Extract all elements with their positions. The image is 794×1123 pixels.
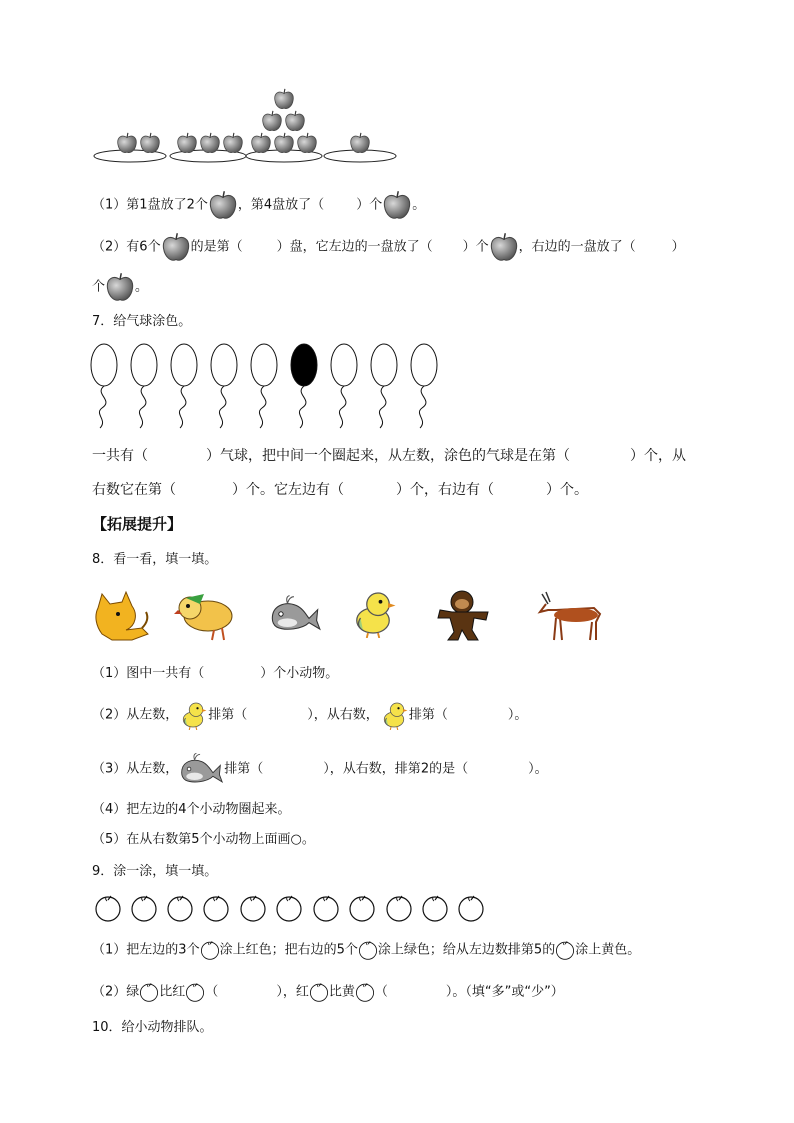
q8-sub4: （4）把左边的4个小动物圈起来。	[92, 802, 291, 817]
peach	[241, 896, 265, 921]
number: 3	[178, 942, 187, 958]
balloon	[331, 344, 357, 428]
peach-icon	[185, 982, 205, 1002]
peach	[96, 896, 120, 921]
apple-plates-figure	[96, 86, 406, 166]
text: ），从右数，排第	[323, 761, 421, 777]
apple	[286, 111, 305, 131]
text: ）。	[528, 761, 548, 777]
peach-icon	[139, 982, 159, 1002]
peach	[204, 896, 228, 921]
peach	[168, 896, 192, 921]
q8-sub3	[92, 752, 548, 786]
peach-icon	[200, 940, 220, 960]
text: （1）第	[92, 197, 140, 213]
text: ）。	[507, 707, 528, 723]
whale-icon	[178, 752, 224, 786]
text: 。	[135, 279, 149, 295]
number: 6	[139, 239, 148, 255]
number: 1	[139, 197, 148, 213]
peach	[423, 896, 447, 921]
text: （2）从左数，	[92, 707, 179, 723]
text: 盘放了（	[272, 197, 325, 213]
text: 。	[412, 197, 426, 213]
section-title: 【拓展提升】	[92, 515, 183, 533]
parrot-figure	[174, 594, 232, 640]
number: 4	[263, 197, 273, 213]
text: （	[205, 984, 219, 1000]
peach-icon	[309, 982, 329, 1002]
apple-icon	[105, 272, 135, 302]
q6-sub2-cont	[92, 272, 148, 302]
q6-sub1	[92, 190, 425, 220]
text: （2）绿	[92, 984, 140, 1000]
apple	[201, 133, 220, 153]
apple	[298, 133, 317, 153]
text: ，右边的一盘放了（	[518, 239, 636, 255]
q10-title: 10．给小动物排队。	[92, 1020, 213, 1035]
number: 2	[420, 761, 430, 777]
number: 2	[186, 197, 195, 213]
balloon	[131, 344, 157, 428]
text: 排第（	[408, 707, 448, 723]
apple	[178, 133, 197, 153]
text: ）个，右边有（	[396, 482, 494, 498]
text: 的是（	[429, 761, 469, 777]
text: ），红	[276, 984, 309, 1000]
antelope-figure	[540, 592, 600, 640]
balloons-figure	[88, 342, 448, 432]
peach-icon	[358, 940, 378, 960]
text: ）	[671, 239, 685, 255]
text: 排第（	[224, 761, 264, 777]
text: 比黄	[328, 984, 355, 1000]
peach	[350, 896, 374, 921]
text: （	[374, 984, 388, 1000]
text: 个	[92, 279, 106, 295]
apple	[263, 111, 282, 131]
text: 的是第（	[190, 239, 243, 255]
q9-sub1	[92, 940, 640, 961]
peach	[277, 896, 301, 921]
text: ）。（填“多”或“少”）	[445, 984, 564, 1000]
apple	[141, 133, 160, 153]
text: ）个，从	[630, 448, 686, 464]
text: 比红	[159, 984, 186, 1000]
q8-sub1	[92, 664, 338, 684]
text: （2）有	[92, 239, 140, 255]
q9-title: 9．涂一涂，填一填。	[92, 864, 218, 879]
balloon	[211, 344, 237, 428]
peach-icon	[555, 940, 575, 960]
peach	[314, 896, 338, 921]
q9-sub2	[92, 982, 564, 1003]
chick-icon	[379, 700, 409, 730]
q7-line2	[92, 480, 588, 500]
animals-row	[92, 588, 612, 644]
balloon	[171, 344, 197, 428]
text: 个	[194, 197, 208, 213]
text: 盘放了	[147, 197, 187, 213]
apple	[118, 133, 137, 153]
number: 5	[336, 942, 345, 958]
apple	[224, 133, 243, 153]
chick-figure	[357, 593, 396, 638]
apple-icon	[382, 190, 412, 220]
number: 5	[533, 942, 543, 958]
q7-line1	[92, 446, 686, 466]
text: ），从右数，	[307, 707, 379, 723]
text: （3）从左数，	[92, 761, 179, 777]
q8-title: 8．看一看，填一填。	[92, 552, 218, 567]
peach	[387, 896, 411, 921]
peaches-row	[94, 894, 494, 926]
text: ）个。它左边有（	[232, 482, 344, 498]
text: ）气球，把中间一个圈起来，从左数，涂色的气球是在第（	[206, 448, 570, 464]
peach-icon	[355, 982, 375, 1002]
apple	[275, 133, 294, 153]
apple	[275, 89, 294, 109]
monkey-figure	[438, 591, 488, 640]
text: （1）把左边的	[92, 942, 179, 958]
apple-icon	[489, 232, 519, 262]
peach	[459, 896, 483, 921]
q6-sub2	[92, 232, 685, 262]
text: 个	[186, 942, 200, 958]
balloon-filled	[291, 344, 317, 428]
balloon	[91, 344, 117, 428]
text: 涂上黄色。	[575, 942, 641, 958]
q8-sub5: （5）在从右数第5个小动物上面画○。	[92, 832, 315, 847]
text: 涂上红色；把右边的	[219, 942, 337, 958]
text: 个	[147, 239, 161, 255]
text: ）个	[462, 239, 489, 255]
apple-icon	[161, 232, 191, 262]
whale-figure	[272, 596, 320, 630]
q8-sub2	[92, 700, 527, 730]
text: 排第（	[208, 707, 248, 723]
chick-icon	[178, 700, 208, 730]
text: ，第	[237, 197, 264, 213]
text: 个	[344, 942, 358, 958]
text: ）个。	[546, 482, 588, 498]
cat-figure	[96, 592, 148, 640]
text: ）盘，它左边的一盘放了（	[276, 239, 433, 255]
text: 涂上绿色；给从左边数排第	[377, 942, 534, 958]
balloon	[411, 344, 437, 428]
text: （1）图中一共有（	[92, 666, 205, 681]
apple	[252, 133, 271, 153]
text: ）个	[356, 197, 383, 213]
balloon	[251, 344, 277, 428]
text: 的	[542, 942, 556, 958]
q7-title: 7．给气球涂色。	[92, 314, 192, 329]
balloon	[371, 344, 397, 428]
text: 一共有（	[92, 448, 148, 464]
peach	[132, 896, 156, 921]
apple-icon	[208, 190, 238, 220]
text: ）个小动物。	[260, 666, 339, 681]
text: 右数它在第（	[92, 482, 176, 498]
apple	[351, 133, 370, 153]
